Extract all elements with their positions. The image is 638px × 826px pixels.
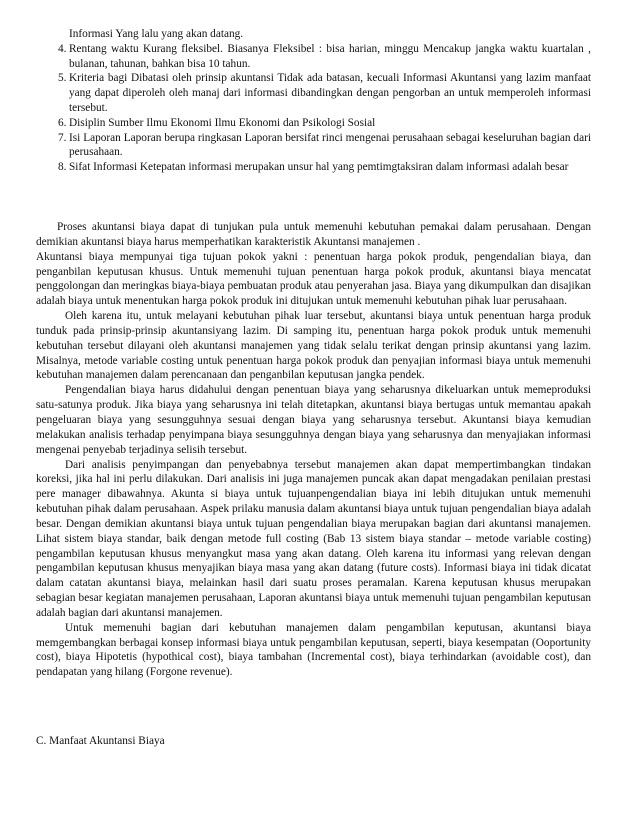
list-text: Informasi Yang lalu yang akan datang.	[69, 28, 244, 40]
paragraph: Pengendalian biaya harus didahului dengan penentuan biaya yang seharusnya dikeluarkan untuk memeproduksi satu-satunya produk. Jika biaya yang seharusnya ini telah ditetapkan, akuntansi biaya bertugas untuk memantau apakah pengeluaran biaya yang sesungguhnya sesuai dengan biaya yang seharusnya tersebut. Akuntansi biaya kemudian melakukan analisis terhadap penyimpana biaya sesungguhnya dengan biaya yang seharusnya dan menyajiakan informasi mengenai penyebab terjadinya selisih tersebut.	[36, 384, 591, 456]
list-item	[36, 42, 591, 72]
list-text: Rentang waktu Kurang fleksibel. Biasanya Fleksibel : bisa harian, minggu Mencakup jangka waktu kuartalan , bulanan, tahunan, bahkan bisa 10 tahun.	[69, 42, 591, 70]
paragraph: Untuk memenuhi bagian dari kebutuhan manajemen dalam pengambilan keputusan, akuntansi biaya memgembangkan berbagai konsep informasi biaya untuk pengambilan keputusan, seperti, biaya kesempatan (Ooportunity cost), biaya Hipotetis (hypothical cost), biaya tambahan (Incremental cost), biaya terhindarkan (avoidable cost), dan pendapatan yang hilang (Forgone revenue).	[36, 621, 591, 679]
list-number: 7.	[58, 131, 67, 144]
numbered-list	[36, 27, 591, 175]
paragraph: Akuntansi biaya mempunyai tiga tujuan pokok yakni : penentuan harga pokok produk, pengendalian biaya, dan penganbilan keputusan khusus. Untuk memenuhi tujuan penentuan harga pokok produk, akuntansi biaya mencatat penggolongan dan meringkas biaya-biaya pembuatan produk atau penyerahan jasa. Biaya yang dikumpulkan dan disajikan adalah biaya untuk menentukan harga pokok produk ini ditujukan untuk memenuhi kebutuhan pihak luar perusahaan.	[36, 250, 591, 308]
list-item	[36, 116, 591, 131]
body-text	[36, 220, 591, 680]
list-number: 5.	[58, 72, 67, 85]
list-item	[36, 27, 591, 42]
list-number: 6.	[58, 116, 67, 129]
list-item	[36, 71, 591, 115]
paragraph: Oleh karena itu, untuk melayani kebutuhan pihak luar tersebut, akuntansi biaya untuk penentuan harga produk tunduk pada prinsip-prinsip akuntansiyang lazim. Di samping itu, penentuan harga pokok produk untuk memenuhi kebutuhan tersebut dilayani oleh akuntansi manajemen yang tidak selalu terikat dengan prinsip akuntansi yang lazim. Misalnya, metode variable costing untuk penentuan harga pokok produk dan penyajian informasi biaya untuk memenuhi kebutuhan manajemen dalam perencanaan dan penganbilan keputusan jangka pendek.	[36, 310, 591, 382]
list-text: Disiplin Sumber Ilmu Ekonomi Ilmu Ekonomi dan Psikologi Sosial	[69, 116, 376, 129]
paragraph: Proses akuntansi biaya dapat di tunjukan pula untuk memenuhi kebutuhan pemakai dalam perusahaan. Dengan demikian akuntansi biaya harus memperhatikan karakteristik Akuntansi manajemen .	[36, 221, 591, 248]
list-text: Kriteria bagi Dibatasi oleh prinsip akuntansi Tidak ada batasan, kecuali Informasi Akuntansi yang lazim manfaat yang dapat diperoleh oleh manaj dari informasi dibandingkan dengan pengorban an untuk memperoleh informasi tersebut.	[69, 72, 591, 114]
list-text: Isi Laporan Laporan berupa ringkasan Laporan bersifat rinci mengenai perusahaan sebagai keseluruhan bagian dari perusahaan.	[69, 131, 591, 159]
list-item	[36, 131, 591, 161]
list-item	[36, 160, 591, 175]
list-text: Sifat Informasi Ketepatan informasi merupakan unsur hal yang pemtimgtaksiran dalam informasi adalah besar	[69, 161, 569, 174]
list-number: 8.	[58, 161, 67, 174]
section-heading: C. Manfaat Akuntansi Biaya	[36, 735, 165, 747]
list-number: 4.	[58, 42, 67, 55]
paragraph: Dari analisis penyimpangan dan penyebabnya tersebut manajemen akan dapat mempertimbangkan tindakan koreksi, jika hal ini perlu dilakukan. Dari analisis ini juga manajemen puncak akan dapat mengadakan penilaian prestasi pere manager dibawahnya. Akunta si biaya untuk tujuanpengendalian biaya ini lebih ditujukan untuk memenuhi kebutuhan pihak dalam perusahaan. Aspek prilaku manusia dalam akuntansi biaya untuk tujuan pengendalian biaya adalah besar. Dengan demikian akuntansi biaya untuk tujuan pengendalian biaya merupakan bagian dari akuntansi manajemen. Lihat sistem biaya standar, baik dengan metode full costing (Bab 13 sistem biaya standar – metode variable costing) pengambilan keputusan khusus menyangkut masa yang akan datang. Oleh karena itu informasi yang relevan dengan pengambilan keputusan khusus menyajikan biaya masa yang akan datang (future costs). Informasi biaya ini tidak dicatat dalam catatan akuntansi biaya, melainkan hasil dari suatu proses peramalan. Karena keputusan khusus merupakan sebagian besar kegiatan manajemen perusahaan, Laporan akuntansi biaya untuk memenuhi tujuan pengambilan keputusan adalah bagian dari akuntansi manajemen.	[36, 458, 591, 619]
